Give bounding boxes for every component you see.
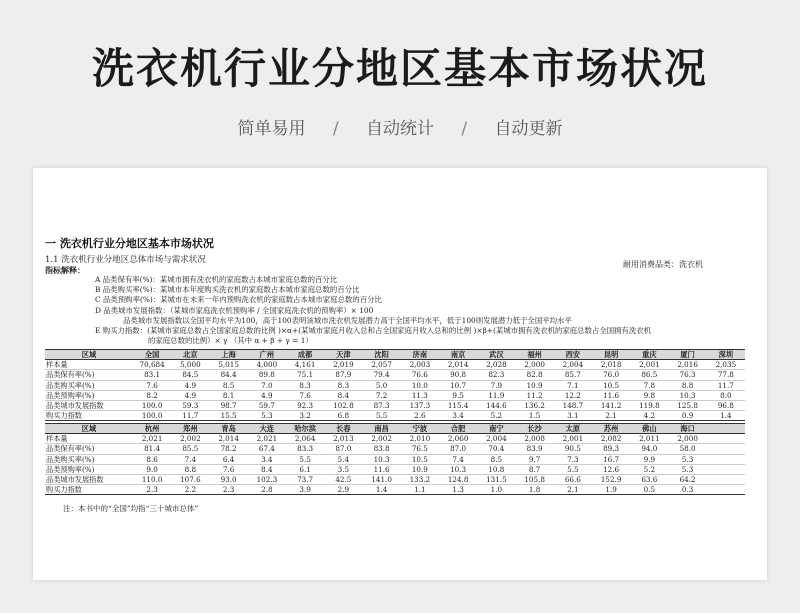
table-cell: 2,013 [324, 434, 362, 444]
column-header-region: 区域 [45, 424, 133, 434]
table-cell: 96.8 [707, 401, 745, 411]
table-cell: 70.4 [477, 444, 515, 454]
footnote: 注：本书中的“全国”均指“三十城市总体” [63, 504, 199, 513]
table-cell: 9.0 [133, 464, 171, 474]
column-header-city: 大连 [248, 424, 286, 434]
table-cell: 10.3 [669, 390, 707, 400]
table-cell: 98.7 [210, 401, 248, 411]
table-cell: 4,161 [286, 360, 324, 370]
table-cell: 2,082 [592, 434, 630, 444]
feature-tags [0, 114, 800, 139]
table-row [45, 411, 745, 421]
table-cell: 2,060 [439, 434, 477, 444]
table-cell: 2,008 [516, 434, 554, 444]
table-cell: 10.9 [401, 464, 439, 474]
column-header-city: 南京 [439, 350, 477, 360]
column-header-city: 杭州 [133, 424, 171, 434]
table-cell: 2,014 [210, 434, 248, 444]
table-cell: 77.8 [707, 370, 745, 380]
table-cell: 84.4 [210, 370, 248, 380]
table-cell: 102.3 [248, 475, 286, 485]
table-cell: 5.0 [363, 380, 401, 390]
tag-separator: / [461, 119, 468, 139]
table-cell: 2,014 [439, 360, 477, 370]
table-cell: 10.9 [516, 380, 554, 390]
column-header-city: 长沙 [516, 424, 554, 434]
table-cell: 102.8 [324, 401, 362, 411]
table-cell: 7.6 [210, 464, 248, 474]
table-cell: 2,002 [363, 434, 401, 444]
table-cell: 6.4 [210, 454, 248, 464]
table-cell: 5,015 [210, 360, 248, 370]
table-cell: 1.8 [516, 485, 554, 495]
column-header-city: 深圳 [707, 350, 745, 360]
table-cell: 2,004 [554, 360, 592, 370]
table-cell: 2,002 [171, 434, 209, 444]
table-cell: 67.4 [248, 444, 286, 454]
table-cell: 4,000 [248, 360, 286, 370]
table-cell: 2,021 [248, 434, 286, 444]
table-cell: 131.5 [477, 475, 515, 485]
table-cell: 82.8 [516, 370, 554, 380]
column-header-city: 西安 [554, 350, 592, 360]
column-header-city: 天津 [324, 350, 362, 360]
table-cell: 94.0 [630, 444, 668, 454]
table-cell: 2,010 [401, 434, 439, 444]
table-cell: 81.4 [133, 444, 171, 454]
table-cell: 0.9 [669, 411, 707, 421]
column-header-region: 区域 [45, 350, 133, 360]
table-cell: 85.7 [554, 370, 592, 380]
table-cell: 11.7 [171, 411, 209, 421]
table-cell [707, 444, 745, 454]
row-label: 品类城市发展指数 [45, 401, 133, 411]
table-cell: 9.7 [516, 454, 554, 464]
table-cell: 1.3 [439, 485, 477, 495]
table-cell: 100.0 [133, 411, 171, 421]
table-cell: 2,000 [669, 434, 707, 444]
row-label: 样本量 [45, 360, 133, 370]
table-cell: 2,000 [516, 360, 554, 370]
column-header-city: 长春 [324, 424, 362, 434]
column-header-city: 南昌 [363, 424, 401, 434]
table-cell: 2,035 [707, 360, 745, 370]
table-cell: 58.0 [669, 444, 707, 454]
table-cell: 2,057 [363, 360, 401, 370]
table-cell: 2,001 [630, 360, 668, 370]
table-cell: 11.2 [516, 390, 554, 400]
column-header-city: 青岛 [210, 424, 248, 434]
column-header-city: 合肥 [439, 424, 477, 434]
table-cell: 10.7 [439, 380, 477, 390]
table-row [45, 454, 745, 464]
table-cell: 10.0 [401, 380, 439, 390]
row-label: 样本量 [45, 434, 133, 444]
column-header-city: 厦门 [669, 350, 707, 360]
table-cell: 10.5 [401, 454, 439, 464]
table-cell: 8.5 [210, 380, 248, 390]
table-cell: 5.5 [554, 464, 592, 474]
table-cell: 115.4 [439, 401, 477, 411]
table-cell: 87.0 [324, 444, 362, 454]
table-cell: 10.3 [363, 454, 401, 464]
column-header-city: 佛山 [630, 424, 668, 434]
table-cell: 2.8 [248, 485, 286, 495]
table-cell: 12.2 [554, 390, 592, 400]
table-cell: 1.4 [363, 485, 401, 495]
row-label: 品类购买率(%) [45, 454, 133, 464]
market-table-1 [45, 349, 745, 421]
row-label: 品类保有率(%) [45, 370, 133, 380]
table-cell: 0.3 [669, 485, 707, 495]
table-cell: 148.7 [554, 401, 592, 411]
definition-e-cont: 的家庭总数的比例）× γ （其中 α + β + γ = 1） [148, 336, 313, 346]
column-header-city: 哈尔滨 [286, 424, 324, 434]
table-cell: 2,004 [477, 434, 515, 444]
table-cell: 2,016 [669, 360, 707, 370]
table-cell: 136.2 [516, 401, 554, 411]
table-cell: 5.3 [669, 464, 707, 474]
table-cell [707, 475, 745, 485]
table-cell: 66.6 [554, 475, 592, 485]
column-header-city: 成都 [286, 350, 324, 360]
table-cell: 79.4 [363, 370, 401, 380]
table-cell: 86.5 [630, 370, 668, 380]
table-cell: 90.8 [439, 370, 477, 380]
table-row [45, 434, 745, 444]
table-cell: 83.8 [363, 444, 401, 454]
table-cell: 87.3 [363, 401, 401, 411]
table-cell: 4.9 [171, 390, 209, 400]
table-cell: 1.5 [516, 411, 554, 421]
table-cell: 110.0 [133, 475, 171, 485]
table-cell: 76.5 [401, 444, 439, 454]
table-cell: 5.5 [363, 411, 401, 421]
table-cell: 125.8 [669, 401, 707, 411]
section-heading: 一 洗衣机行业分地区基本市场状况 [45, 237, 214, 250]
table-cell [707, 485, 745, 495]
table-cell: 7.4 [439, 454, 477, 464]
table-cell: 5.2 [630, 464, 668, 474]
table-cell: 8.4 [324, 390, 362, 400]
table-cell: 2,018 [592, 360, 630, 370]
column-header-city: 上海 [210, 350, 248, 360]
table-cell: 5.3 [669, 454, 707, 464]
table-cell: 8.1 [210, 390, 248, 400]
market-table-2 [45, 423, 745, 495]
row-label: 品类预购率(%) [45, 464, 133, 474]
table-cell: 70,684 [133, 360, 171, 370]
table-cell: 64.2 [669, 475, 707, 485]
column-header-city: 济南 [401, 350, 439, 360]
definition-b: B 品类购买率(%)：某城市本年度购买洗衣机的家庭数占本城市家庭总数的百分比 [95, 285, 360, 295]
table-cell: 2.9 [324, 485, 362, 495]
table-cell: 73.7 [286, 475, 324, 485]
table-cell: 3.4 [439, 411, 477, 421]
table-cell: 8.6 [133, 454, 171, 464]
row-label: 购买力指数 [45, 485, 133, 495]
table-cell [707, 454, 745, 464]
table-cell: 119.8 [630, 401, 668, 411]
table-cell: 76.6 [401, 370, 439, 380]
table-row [45, 370, 745, 380]
table-cell: 15.5 [210, 411, 248, 421]
table-cell: 83.1 [133, 370, 171, 380]
row-label: 品类购买率(%) [45, 380, 133, 390]
table-cell: 10.8 [477, 464, 515, 474]
table-cell: 11.9 [477, 390, 515, 400]
table-cell: 85.5 [171, 444, 209, 454]
table-cell: 82.3 [477, 370, 515, 380]
table-cell: 7.1 [554, 380, 592, 390]
table-row [45, 390, 745, 400]
table-cell: 8.7 [516, 464, 554, 474]
table-cell: 76.0 [592, 370, 630, 380]
table-cell: 7.6 [286, 390, 324, 400]
table-cell: 8.8 [171, 464, 209, 474]
table-cell: 78.2 [210, 444, 248, 454]
table-cell: 2.1 [592, 411, 630, 421]
table-cell: 16.7 [592, 454, 630, 464]
table-cell: 90.5 [554, 444, 592, 454]
table-cell: 1.0 [477, 485, 515, 495]
tag-auto-update: 自动更新 [494, 119, 563, 139]
table-cell: 2,001 [554, 434, 592, 444]
table-cell: 10.5 [592, 380, 630, 390]
definition-e: E 购买力指数：(某城市家庭总数占全国家庭总数的比例 )×α+(某城市家庭月收入总和占全国家庭月收入总和的比例 )×β+(某城市拥有洗衣机的家庭总数占全国拥有洗衣机 [95, 326, 652, 336]
table-cell: 3.1 [554, 411, 592, 421]
table-cell: 83.9 [516, 444, 554, 454]
table-row [45, 401, 745, 411]
table-cell: 1.1 [401, 485, 439, 495]
column-header-city: 武汉 [477, 350, 515, 360]
table-cell: 124.8 [439, 475, 477, 485]
category-note: 耐用消费品类：洗衣机 [623, 260, 703, 269]
table-row [45, 380, 745, 390]
definition-c: C 品类预购率(%)：某城市在未来一年内预购洗衣机的家庭数占本城市家庭总数的百分比 [95, 295, 382, 305]
tag-easy: 简单易用 [237, 119, 306, 139]
table-cell: 5.2 [477, 411, 515, 421]
table-cell: 3.5 [324, 464, 362, 474]
column-header-city: 郑州 [171, 424, 209, 434]
column-header-city: 北京 [171, 350, 209, 360]
table-cell: 75.1 [286, 370, 324, 380]
column-header-city: 宁波 [401, 424, 439, 434]
column-header-city [707, 424, 745, 434]
table-cell: 87.9 [324, 370, 362, 380]
table-row [45, 464, 745, 474]
table-cell: 7.0 [248, 380, 286, 390]
column-header-city: 全国 [133, 350, 171, 360]
row-label: 品类保有率(%) [45, 444, 133, 454]
table-cell: 5.3 [248, 411, 286, 421]
table-cell: 11.7 [707, 380, 745, 390]
table-cell: 7.8 [630, 380, 668, 390]
definitions-list [83, 275, 753, 346]
table-cell: 8.3 [286, 380, 324, 390]
table-cell: 63.6 [630, 475, 668, 485]
table-cell: 152.9 [592, 475, 630, 485]
tag-separator: / [332, 119, 339, 139]
table-row [45, 444, 745, 454]
table-cell: 9.8 [630, 390, 668, 400]
table-cell: 5,000 [171, 360, 209, 370]
column-header-city: 重庆 [630, 350, 668, 360]
table-cell: 11.6 [592, 390, 630, 400]
table-cell: 107.6 [171, 475, 209, 485]
table-cell: 59.7 [248, 401, 286, 411]
row-label: 品类城市发展指数 [45, 475, 133, 485]
table-header-row [45, 424, 745, 434]
column-header-city: 南宁 [477, 424, 515, 434]
table-cell: 12.6 [592, 464, 630, 474]
definition-d-note: 品类城市发展指数以全国平均水平为100，高于100表明该城市洗衣机发展潜力高于全国平均水平，低于100则发展潜力低于全国平均水平 [123, 315, 572, 325]
table-cell: 2.3 [210, 485, 248, 495]
table-cell: 7.3 [554, 454, 592, 464]
table-cell: 89.8 [248, 370, 286, 380]
table-cell: 2,003 [401, 360, 439, 370]
table-cell: 0.5 [630, 485, 668, 495]
table-row [45, 485, 745, 495]
table-cell [707, 434, 745, 444]
table-cell: 83.3 [286, 444, 324, 454]
table-cell: 6.8 [324, 411, 362, 421]
table-cell: 2.6 [401, 411, 439, 421]
table-cell: 5.5 [286, 454, 324, 464]
column-header-city: 沈阳 [363, 350, 401, 360]
table-cell: 8.4 [248, 464, 286, 474]
table-cell: 4.2 [630, 411, 668, 421]
table-cell: 8.3 [324, 380, 362, 390]
table-cell: 100.0 [133, 401, 171, 411]
row-label: 品类预购率(%) [45, 390, 133, 400]
table-cell: 87.0 [439, 444, 477, 454]
table-cell: 8.2 [133, 390, 171, 400]
table-cell: 11.6 [363, 464, 401, 474]
table-cell: 144.6 [477, 401, 515, 411]
table-cell [707, 464, 745, 474]
table-cell: 3.9 [286, 485, 324, 495]
definitions-title: 指标解释： [45, 265, 85, 275]
table-cell: 2,019 [324, 360, 362, 370]
definition-d: D 品类城市发展指数：（某城市家庭洗衣机预购率 / 全国家庭洗衣机的预购率）× 100 [95, 305, 374, 315]
table-cell: 2.2 [171, 485, 209, 495]
table-cell: 8.5 [477, 454, 515, 464]
table-cell: 4.9 [171, 380, 209, 390]
table-cell: 2,064 [286, 434, 324, 444]
table-cell: 7.2 [363, 390, 401, 400]
table-cell: 7.6 [133, 380, 171, 390]
table-cell: 11.3 [401, 390, 439, 400]
table-cell: 5.4 [324, 454, 362, 464]
table-cell: 137.3 [401, 401, 439, 411]
table-cell: 93.0 [210, 475, 248, 485]
table-cell: 3.2 [286, 411, 324, 421]
tag-auto-stat: 自动统计 [366, 119, 434, 139]
section-subheading: 1.1 洗衣机行业分地区总体市场与需求状况 [45, 255, 206, 265]
table-cell: 89.3 [592, 444, 630, 454]
table-header-row [45, 350, 745, 360]
table-cell: 9.5 [439, 390, 477, 400]
column-header-city: 太原 [554, 424, 592, 434]
table-cell: 42.5 [324, 475, 362, 485]
table-row [45, 475, 745, 485]
table-cell: 10.3 [439, 464, 477, 474]
table-cell: 7.4 [171, 454, 209, 464]
table-cell: 8.8 [669, 380, 707, 390]
row-label: 购买力指数 [45, 411, 133, 421]
column-header-city: 苏州 [592, 424, 630, 434]
table-cell: 84.5 [171, 370, 209, 380]
table-row [45, 360, 745, 370]
table-cell: 1.9 [592, 485, 630, 495]
page-title: 洗衣机行业分地区基本市场状况 [91, 44, 708, 93]
column-header-city: 海口 [669, 424, 707, 434]
table-cell: 2.1 [554, 485, 592, 495]
definition-a: A 品类保有率(%)：某城市拥有洗衣机的家庭数占本城市家庭总数的百分比 [95, 275, 338, 284]
column-header-city: 昆明 [592, 350, 630, 360]
table-cell: 133.2 [401, 475, 439, 485]
document-preview [33, 168, 767, 580]
table-cell: 9.9 [630, 454, 668, 464]
table-cell: 6.1 [286, 464, 324, 474]
table-cell: 2.3 [133, 485, 171, 495]
table-cell: 1.4 [707, 411, 745, 421]
table-cell: 2,028 [477, 360, 515, 370]
table-cell: 76.3 [669, 370, 707, 380]
table-cell: 8.0 [707, 390, 745, 400]
table-cell: 2,021 [133, 434, 171, 444]
table-cell: 141.0 [363, 475, 401, 485]
table-cell: 3.4 [248, 454, 286, 464]
table-cell: 2,011 [630, 434, 668, 444]
column-header-city: 广州 [248, 350, 286, 360]
column-header-city: 福州 [516, 350, 554, 360]
table-cell: 141.2 [592, 401, 630, 411]
table-cell: 105.8 [516, 475, 554, 485]
table-cell: 59.3 [171, 401, 209, 411]
table-cell: 92.3 [286, 401, 324, 411]
table-cell: 7.9 [477, 380, 515, 390]
table-cell: 4.9 [248, 390, 286, 400]
